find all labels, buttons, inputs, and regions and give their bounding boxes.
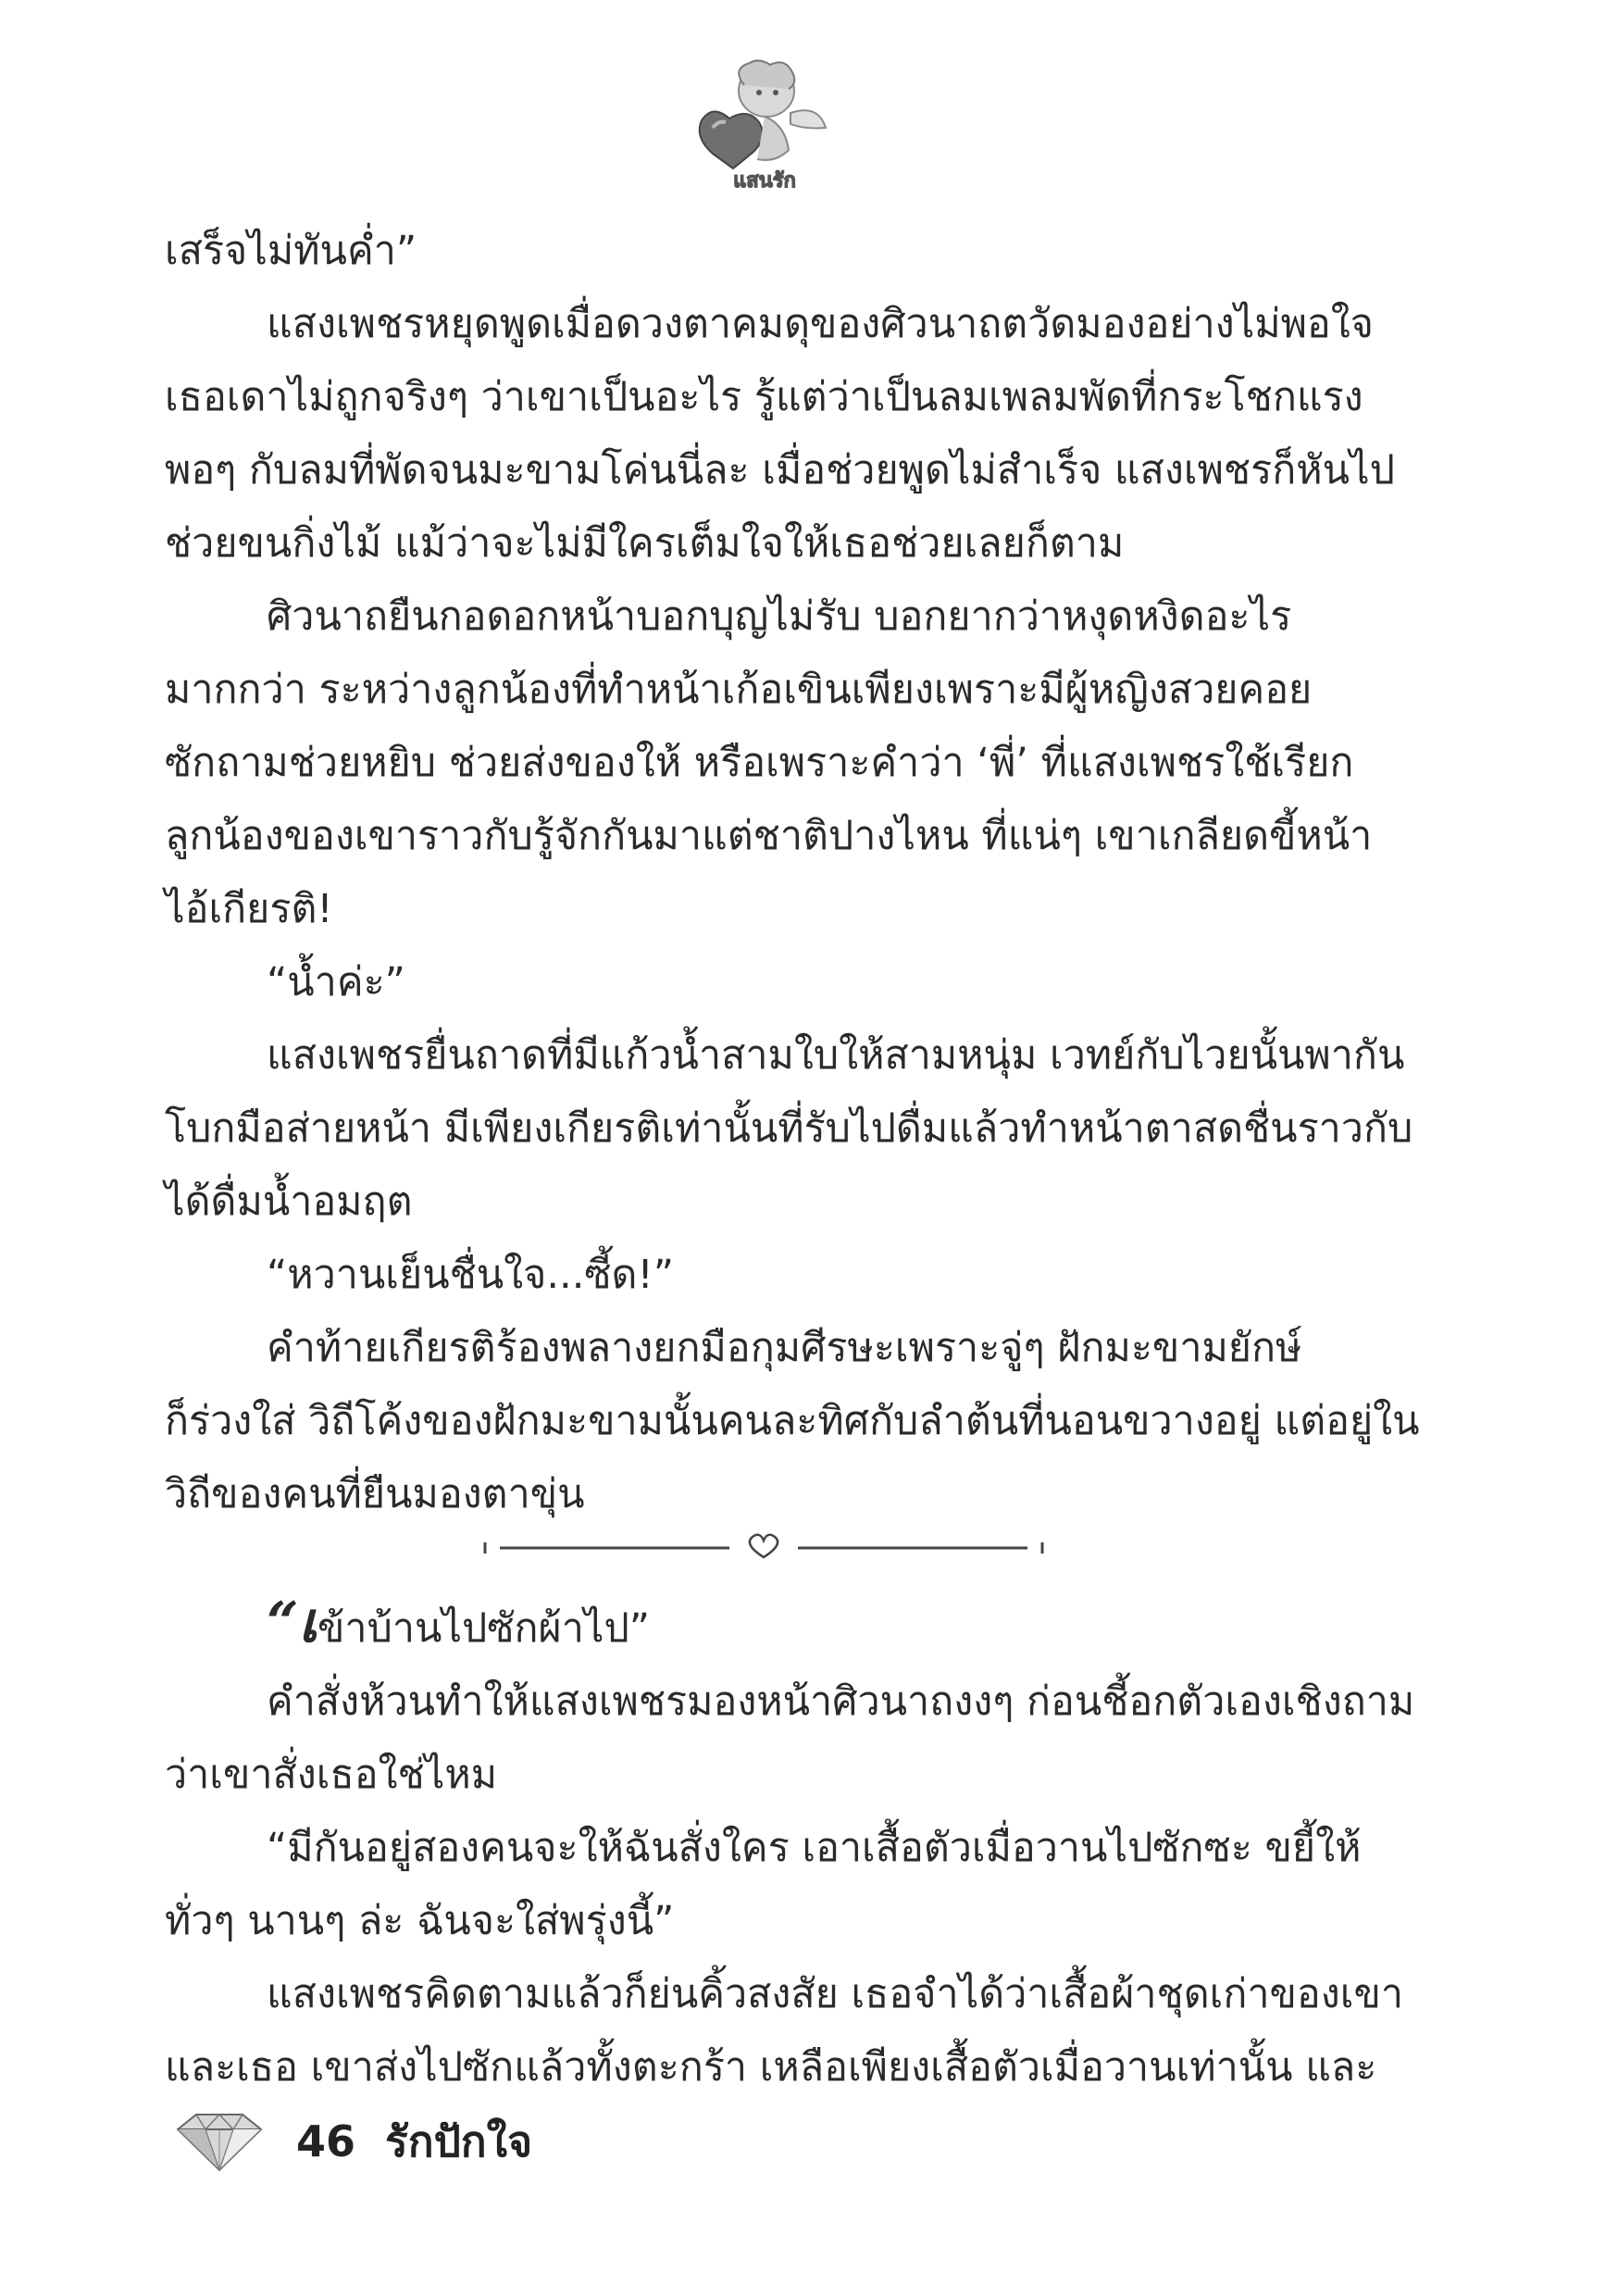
paragraph-line: ก็ร่วงใส่ วิถีโค้งของฝักมะขามนั้นคนละทิศกับลำต้นที่นอนขวางอยู่ แต่อยู่ใน bbox=[165, 1398, 1420, 1444]
heart-icon bbox=[750, 1535, 778, 1557]
body-text bbox=[165, 215, 1420, 1531]
logo-text: แสนรัก bbox=[733, 169, 796, 193]
opening-text: ข้าบ้านไปซักผ้าไป” bbox=[317, 1605, 651, 1652]
paragraph-line: ช่วยขนกิ่งไม้ แม้ว่าจะไม่มีใครเต็มใจให้เธอช่วยเลยก็ตาม bbox=[165, 520, 1125, 567]
paragraph-line: ซักถามช่วยหยิบ ช่วยส่งของให้ หรือเพราะคำว่า ‘พี่’ ที่แสงเพชรใช้เรียก bbox=[165, 740, 1354, 786]
book-title: รักปักใจ bbox=[385, 2115, 533, 2166]
paragraph-line: “น้ำค่ะ” bbox=[267, 959, 405, 1005]
paragraph-line: วิถีของคนที่ยืนมองตาขุ่น bbox=[165, 1471, 585, 1517]
paragraph-line: คำท้ายเกียรติร้องพลางยกมือกุมศีรษะเพราะจู่ๆ ฝักมะขามยักษ์ bbox=[267, 1325, 1302, 1371]
paragraph-line: ว่าเขาสั่งเธอใช่ไหม bbox=[165, 1752, 498, 1798]
section-text bbox=[165, 1591, 1415, 2104]
paragraph-line: โบกมือส่ายหน้า มีเพียงเกียรติเท่านั้นที่รับไปดื่มแล้วทำหน้าตาสดชื่นราวกับ bbox=[165, 1105, 1413, 1152]
paragraph-line: เธอเดาไม่ถูกจริงๆ ว่าเขาเป็นอะไร รู้แต่ว่าเป็นลมเพลมพัดที่กระโชกแรง bbox=[165, 374, 1363, 420]
paragraph-line: แสงเพชรหยุดพูดเมื่อดวงตาคมดุของศิวนาถตวัดมองอย่างไม่พอใจ bbox=[267, 301, 1374, 347]
paragraph-line: ไอ้เกียรติ! bbox=[165, 886, 333, 932]
drop-cap: “เ bbox=[267, 1591, 318, 1655]
paragraph-line: ได้ดื่มน้ำอมฤต bbox=[165, 1179, 413, 1225]
paragraph-line: และเธอ เขาส่งไปซักแล้วทั้งตะกร้า เหลือเพียงเสื้อตัวเมื่อวานเท่านั้น และ bbox=[165, 2044, 1377, 2090]
paragraph-line: พอๆ กับลมที่พัดจนมะขามโค่นนี่ละ เมื่อช่วยพูดไม่สำเร็จ แสงเพชรก็หันไป bbox=[165, 447, 1395, 493]
paragraph-line: ลูกน้องของเขาราวกับรู้จักกันมาแต่ชาติปางไหน ที่แน่ๆ เขาเกลียดขี้หน้า bbox=[165, 813, 1373, 859]
page-footer bbox=[168, 2100, 532, 2183]
paragraph-line: เสร็จไม่ทันค่ำ” bbox=[165, 228, 417, 274]
paragraph-line: “มีกันอยู่สองคนจะให้ฉันสั่งใคร เอาเสื้อตัวเมื่อวานไปซักซะ ขยี้ให้ bbox=[267, 1825, 1362, 1871]
paragraph-line: แสงเพชรคิดตามแล้วก็ย่นคิ้วสงสัย เธอจำได้ว่าเสื้อผ้าชุดเก่าของเขา bbox=[267, 1971, 1403, 2017]
cupid-logo bbox=[689, 57, 837, 196]
section-divider bbox=[481, 1529, 1046, 1566]
diamond-icon bbox=[168, 2109, 270, 2174]
paragraph-line: “หวานเย็นชื่นใจ...ซี้ด!” bbox=[267, 1252, 674, 1298]
paragraph-line: มากกว่า ระหว่างลูกน้องที่ทำหน้าเก้อเขินเพียงเพราะมีผู้หญิงสวยคอย bbox=[165, 667, 1313, 713]
paragraph-line: ทั่วๆ นานๆ ล่ะ ฉันจะใส่พรุ่งนี้” bbox=[165, 1898, 675, 1944]
paragraph-line: แสงเพชรยื่นถาดที่มีแก้วน้ำสามใบให้สามหนุ่ม เวทย์กับไวยนั้นพากัน bbox=[267, 1032, 1405, 1079]
section-opening-line bbox=[165, 1592, 1368, 1666]
paragraph-line: ศิวนาถยืนกอดอกหน้าบอกบุญไม่รับ บอกยากว่าหงุดหงิดอะไร bbox=[267, 593, 1292, 640]
paragraph-line: คำสั่งห้วนทำให้แสงเพชรมองหน้าศิวนาถงงๆ ก่อนชี้อกตัวเองเชิงถาม bbox=[267, 1678, 1415, 1725]
page-number: 46 bbox=[296, 2116, 356, 2166]
